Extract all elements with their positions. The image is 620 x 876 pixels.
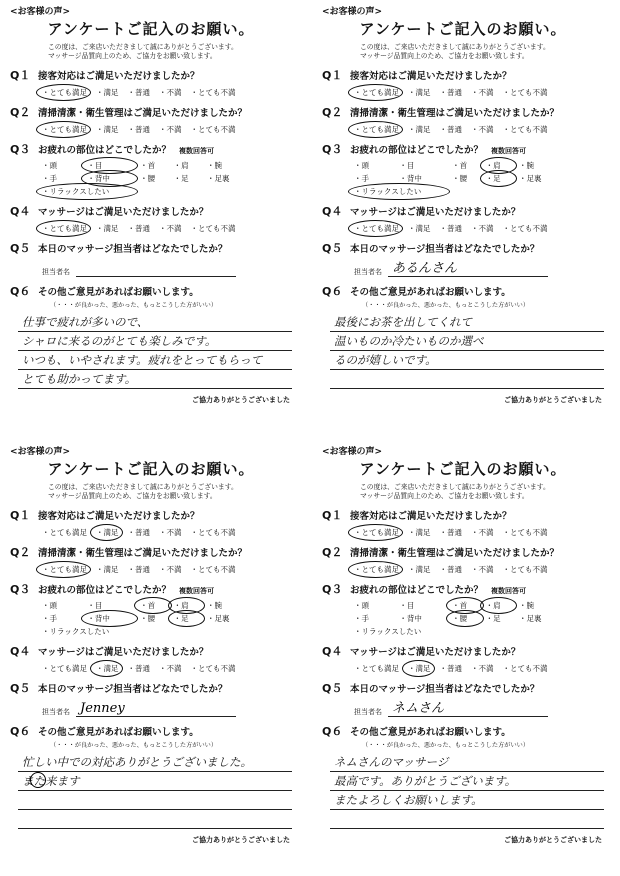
rating-option[interactable]: ・とても満足 xyxy=(354,125,399,134)
intro-line: マッサージ品質向上のため、ご協力をお願い致します。 xyxy=(360,52,529,60)
comment-line xyxy=(330,370,604,389)
question-text: 清掃清潔・衛生管理はご満足いただけましたか？ xyxy=(350,548,560,559)
question-row xyxy=(10,283,292,299)
body-part-option[interactable]: ・首 xyxy=(452,600,479,611)
body-part-option[interactable]: ・足 xyxy=(485,614,501,623)
question-row xyxy=(322,723,604,739)
comment-text: 温いものか冷たいものか選べ xyxy=(334,334,484,348)
question-text: 本日のマッサージ担当者はどなたでしたか？ xyxy=(350,684,540,695)
question-row xyxy=(322,643,604,659)
question-number: Q２ xyxy=(322,546,343,559)
intro-line: この度は、ご来店いただきまして誠にありがとうございます。 xyxy=(360,43,550,51)
question-text: その他ご意見があればお願いします。 xyxy=(350,727,511,738)
body-part-option[interactable]: ・腕 xyxy=(519,161,535,170)
survey-title: アンケートご記入のお願い。 xyxy=(47,460,255,478)
intro-line: この度は、ご来店いただきまして誠にありがとうございます。 xyxy=(48,43,238,51)
question-text: 接客対応はご満足いただけましたか？ xyxy=(38,511,200,522)
rating-options xyxy=(42,564,292,575)
comment-line xyxy=(18,332,292,351)
body-part-option[interactable]: ・手 xyxy=(354,614,369,623)
question-number: Q１ xyxy=(10,509,31,522)
question-row xyxy=(10,643,292,659)
question-6 xyxy=(322,723,604,829)
question-text: マッサージはご満足いただけましたか？ xyxy=(350,647,521,658)
staff-name-line[interactable] xyxy=(388,262,548,277)
question-text: お疲れの部位はどこでしたか？ xyxy=(350,145,484,156)
question-row xyxy=(10,581,292,597)
rating-options xyxy=(42,223,292,234)
rating-options xyxy=(354,124,604,135)
question-4 xyxy=(322,643,604,674)
rating-option[interactable]: ・普通 xyxy=(439,565,462,574)
question-text: 本日のマッサージ担当者はどなたでしたか？ xyxy=(38,684,228,695)
question-number: Q２ xyxy=(322,106,343,119)
rating-option[interactable]: ・普通 xyxy=(439,125,462,134)
staff-field xyxy=(354,262,604,277)
staff-label: 担当者名 xyxy=(354,708,382,716)
rating-option[interactable]: ・普通 xyxy=(127,528,150,537)
body-part-option[interactable]: ・背中 xyxy=(399,614,422,623)
question-number: Q６ xyxy=(322,285,343,298)
question-text: マッサージはご満足いただけましたか？ xyxy=(38,647,209,658)
question-number: Q３ xyxy=(322,143,343,156)
question-note: 複数回答可 xyxy=(179,147,215,155)
question-number: Q２ xyxy=(10,106,31,119)
question-text: 清掃清潔・衛生管理はご満足いただけましたか？ xyxy=(38,548,248,559)
question-6 xyxy=(322,283,604,389)
survey-card xyxy=(312,440,612,868)
comment-line xyxy=(18,791,292,810)
body-part-option[interactable]: ・リラックスしたい xyxy=(42,627,110,636)
question-number: Q５ xyxy=(10,682,31,695)
question-text: お疲れの部位はどこでしたか？ xyxy=(350,585,484,596)
body-part-option[interactable]: ・足 xyxy=(174,613,201,624)
question-text: マッサージはご満足いただけましたか？ xyxy=(350,207,521,218)
body-part-option[interactable]: ・背中 xyxy=(399,174,422,183)
staff-name-line[interactable] xyxy=(76,262,236,277)
question-2 xyxy=(10,104,292,135)
rating-option[interactable]: ・満足 xyxy=(408,224,431,233)
question-number: Q４ xyxy=(10,645,31,658)
question-row xyxy=(322,680,604,696)
question-number: Q１ xyxy=(10,69,31,82)
comment-line xyxy=(330,313,604,332)
rating-option[interactable]: ・満足 xyxy=(408,125,431,134)
question-number: Q２ xyxy=(10,546,31,559)
question-text: お疲れの部位はどこでしたか？ xyxy=(38,585,172,596)
thanks-text: ご協力ありがとうございました xyxy=(504,836,602,844)
rating-option[interactable]: ・とても満足 xyxy=(354,88,399,97)
question-6-sub: （・・・が良かった、悪かった、もっとこうした方がいい） xyxy=(50,742,218,749)
question-number: Q４ xyxy=(10,205,31,218)
intro-line: この度は、ご来店いただきまして誠にありがとうございます。 xyxy=(360,483,550,491)
body-part-option[interactable]: ・腰 xyxy=(140,614,156,623)
comment-text: 最後にお茶を出してくれて xyxy=(334,315,472,329)
question-3 xyxy=(10,141,292,197)
comment-line xyxy=(18,351,292,370)
rating-option[interactable]: ・満足 xyxy=(96,224,119,233)
question-number: Q３ xyxy=(10,583,31,596)
question-text: 本日のマッサージ担当者はどなたでしたか？ xyxy=(350,244,540,255)
question-row xyxy=(322,203,604,219)
body-part-option[interactable]: ・肩 xyxy=(486,600,513,611)
question-1 xyxy=(322,507,604,538)
question-number: Q６ xyxy=(10,285,31,298)
question-row xyxy=(322,67,604,83)
body-part-option[interactable]: ・足裏 xyxy=(519,174,542,183)
survey-title: アンケートご記入のお願い。 xyxy=(47,20,255,38)
question-text: マッサージはご満足いただけましたか？ xyxy=(38,207,209,218)
rating-options xyxy=(42,527,292,538)
rating-option[interactable]: ・とても不満 xyxy=(502,528,548,537)
rating-option[interactable]: ・とても満足 xyxy=(42,224,87,233)
rating-option[interactable]: ・満足 xyxy=(96,125,119,134)
rating-option[interactable]: ・不満 xyxy=(471,664,494,673)
staff-name-line[interactable] xyxy=(76,702,236,717)
rating-option[interactable]: ・普通 xyxy=(127,125,150,134)
question-number: Q６ xyxy=(10,725,31,738)
question-text: 接客対応はご満足いただけましたか？ xyxy=(38,71,200,82)
body-part-option[interactable]: ・背中 xyxy=(87,613,134,624)
body-part-option[interactable]: ・足 xyxy=(486,173,513,184)
rating-option[interactable]: ・満足 xyxy=(408,88,431,97)
question-text: その他ご意見があればお願いします。 xyxy=(38,287,199,298)
question-5 xyxy=(10,240,292,277)
question-row xyxy=(10,544,292,560)
rating-options xyxy=(354,663,604,674)
thanks-text: ご協力ありがとうございました xyxy=(192,396,290,404)
question-row xyxy=(322,581,604,597)
comment-line xyxy=(330,791,604,810)
comment-line xyxy=(330,772,604,791)
question-text: 清掃清潔・衛生管理はご満足いただけましたか？ xyxy=(38,108,248,119)
staff-label: 担当者名 xyxy=(42,708,70,716)
rating-option[interactable]: ・とても満足 xyxy=(354,528,399,537)
question-text: 清掃清潔・衛生管理はご満足いただけましたか？ xyxy=(350,108,560,119)
intro-line: マッサージ品質向上のため、ご協力をお願い致します。 xyxy=(360,492,529,500)
staff-label: 担当者名 xyxy=(42,268,70,276)
smiley-icon xyxy=(30,772,46,788)
staff-label: 担当者名 xyxy=(354,268,382,276)
intro-line: マッサージ品質向上のため、ご協力をお願い致します。 xyxy=(48,52,217,60)
rating-option[interactable]: ・とても不満 xyxy=(502,565,548,574)
comment-text: ネムさんのマッサージ xyxy=(334,755,449,769)
question-number: Q４ xyxy=(322,645,343,658)
body-part-option[interactable]: ・頭 xyxy=(354,601,369,610)
survey-card xyxy=(0,0,300,428)
survey-card xyxy=(312,0,612,428)
question-row xyxy=(10,240,292,256)
question-5 xyxy=(322,680,604,717)
rating-option[interactable]: ・満足 xyxy=(96,528,119,537)
survey-title: アンケートご記入のお願い。 xyxy=(359,20,567,38)
body-part-option[interactable]: ・腕 xyxy=(207,601,223,610)
rating-option[interactable]: ・とても不満 xyxy=(502,224,548,233)
rating-option[interactable]: ・とても満足 xyxy=(354,565,399,574)
rating-option[interactable]: ・不満 xyxy=(159,565,182,574)
body-part-option[interactable]: ・首 xyxy=(140,600,167,611)
question-4 xyxy=(10,203,292,234)
body-part-option[interactable]: ・頭 xyxy=(42,161,57,170)
rating-option[interactable]: ・普通 xyxy=(127,565,150,574)
comment-lines[interactable] xyxy=(330,313,604,389)
question-text: お疲れの部位はどこでしたか？ xyxy=(38,145,172,156)
staff-name: Jenney xyxy=(80,701,125,716)
question-6-sub: （・・・が良かった、悪かった、もっとこうした方がいい） xyxy=(50,302,218,309)
question-number: Q５ xyxy=(10,242,31,255)
body-part-option[interactable]: ・肩 xyxy=(173,161,189,170)
body-part-options xyxy=(354,160,554,197)
question-row xyxy=(322,141,604,157)
question-text: その他ご意見があればお願いします。 xyxy=(38,727,199,738)
body-part-option[interactable]: ・足裏 xyxy=(519,614,542,623)
rating-option[interactable]: ・普通 xyxy=(127,88,150,97)
body-part-option[interactable]: ・腰 xyxy=(452,174,468,183)
comment-line xyxy=(330,753,604,772)
rating-option[interactable]: ・普通 xyxy=(439,528,462,537)
comment-text: いつも、いやされます。疲れをとってもらって xyxy=(22,353,263,367)
question-3 xyxy=(10,581,292,637)
question-2 xyxy=(322,544,604,575)
rating-option[interactable]: ・とても満足 xyxy=(42,88,87,97)
question-row xyxy=(10,203,292,219)
thanks-text: ご協力ありがとうございました xyxy=(192,836,290,844)
customer-voice-tag: <お客様の声> xyxy=(10,7,71,17)
question-number: Q３ xyxy=(10,143,31,156)
customer-voice-tag: <お客様の声> xyxy=(322,447,383,457)
body-part-option[interactable]: ・手 xyxy=(354,174,369,183)
rating-option[interactable]: ・不満 xyxy=(471,88,494,97)
customer-voice-tag: <お客様の声> xyxy=(10,447,71,457)
question-3 xyxy=(322,141,604,197)
question-row xyxy=(10,104,292,120)
thanks-text: ご協力ありがとうございました xyxy=(504,396,602,404)
body-part-option[interactable]: ・頭 xyxy=(42,601,57,610)
rating-option[interactable]: ・満足 xyxy=(408,565,431,574)
rating-option[interactable]: ・不満 xyxy=(159,125,182,134)
body-part-option[interactable]: ・首 xyxy=(140,161,156,170)
rating-option[interactable]: ・とても満足 xyxy=(42,565,87,574)
comment-lines[interactable] xyxy=(18,313,292,389)
rating-option[interactable]: ・満足 xyxy=(96,88,119,97)
comment-text: るのが嬉しいです。 xyxy=(334,353,437,367)
body-part-option[interactable]: ・首 xyxy=(452,161,468,170)
staff-name-line[interactable] xyxy=(388,702,548,717)
comment-text: とても助かってます。 xyxy=(22,372,137,386)
rating-option[interactable]: ・普通 xyxy=(127,664,150,673)
staff-name: あるんさん xyxy=(392,261,458,276)
comment-text: また来ます xyxy=(22,774,80,788)
question-row xyxy=(322,507,604,523)
question-2 xyxy=(322,104,604,135)
rating-options xyxy=(354,223,604,234)
question-text: 本日のマッサージ担当者はどなたでしたか？ xyxy=(38,244,228,255)
question-number: Q１ xyxy=(322,69,343,82)
question-text: 接客対応はご満足いただけましたか？ xyxy=(350,511,512,522)
body-part-option[interactable]: ・目 xyxy=(399,601,415,610)
question-number: Q１ xyxy=(322,509,343,522)
staff-name: ネムさん xyxy=(392,701,445,716)
rating-option[interactable]: ・普通 xyxy=(439,88,462,97)
rating-options xyxy=(42,87,292,98)
body-part-option[interactable]: ・目 xyxy=(87,160,134,171)
staff-field xyxy=(354,702,604,717)
rating-options xyxy=(354,527,604,538)
question-5 xyxy=(322,240,604,277)
body-part-option[interactable]: ・手 xyxy=(42,174,57,183)
rating-option[interactable]: ・満足 xyxy=(408,528,431,537)
body-part-option[interactable]: ・肩 xyxy=(174,600,201,611)
question-row xyxy=(10,507,292,523)
rating-option[interactable]: ・とても不満 xyxy=(190,664,236,673)
rating-option[interactable]: ・とても不満 xyxy=(190,88,236,97)
rating-option[interactable]: ・普通 xyxy=(127,224,150,233)
comment-text: 忙しい中での対応ありがとうございました。 xyxy=(22,755,252,769)
comment-line xyxy=(330,351,604,370)
rating-option[interactable]: ・不満 xyxy=(159,664,182,673)
body-part-options xyxy=(42,160,242,197)
question-note: 複数回答可 xyxy=(179,587,215,595)
question-text: 接客対応はご満足いただけましたか？ xyxy=(350,71,512,82)
rating-option[interactable]: ・不満 xyxy=(471,224,494,233)
rating-option[interactable]: ・不満 xyxy=(159,528,182,537)
rating-options xyxy=(354,564,604,575)
comment-line xyxy=(18,810,292,829)
body-part-option[interactable]: ・目 xyxy=(399,161,415,170)
question-number: Q３ xyxy=(322,583,343,596)
question-number: Q６ xyxy=(322,725,343,738)
body-part-option[interactable]: ・肩 xyxy=(486,160,513,171)
rating-option[interactable]: ・不満 xyxy=(159,224,182,233)
question-1 xyxy=(322,67,604,98)
question-6-sub: （・・・が良かった、悪かった、もっとこうした方がいい） xyxy=(362,302,530,309)
body-part-option[interactable]: ・リラックスしたい xyxy=(354,186,446,197)
question-3 xyxy=(322,581,604,637)
question-number: Q５ xyxy=(322,682,343,695)
body-part-option[interactable]: ・腰 xyxy=(140,174,156,183)
body-part-option[interactable]: ・足裏 xyxy=(207,614,230,623)
question-1 xyxy=(10,507,292,538)
survey-card xyxy=(0,440,300,868)
rating-option[interactable]: ・普通 xyxy=(439,224,462,233)
body-part-options xyxy=(354,600,554,637)
rating-option[interactable]: ・とても不満 xyxy=(502,88,548,97)
body-part-option[interactable]: ・頭 xyxy=(354,161,369,170)
comment-text: またよろしくお願いします。 xyxy=(334,793,483,807)
question-row xyxy=(322,283,604,299)
question-text: その他ご意見があればお願いします。 xyxy=(350,287,511,298)
rating-option[interactable]: ・とても不満 xyxy=(190,528,236,537)
comment-text: シャロに来るのがとても楽しみです。 xyxy=(22,334,217,348)
customer-voice-tag: <お客様の声> xyxy=(322,7,383,17)
intro-line: この度は、ご来店いただきまして誠にありがとうございます。 xyxy=(48,483,238,491)
body-part-option[interactable]: ・手 xyxy=(42,614,57,623)
body-part-option[interactable]: ・腕 xyxy=(207,161,223,170)
rating-option[interactable]: ・満足 xyxy=(96,664,119,673)
rating-options xyxy=(354,87,604,98)
rating-option[interactable]: ・不満 xyxy=(159,88,182,97)
comment-line xyxy=(18,313,292,332)
question-6-sub: （・・・が良かった、悪かった、もっとこうした方がいい） xyxy=(362,742,530,749)
rating-option[interactable]: ・とても不満 xyxy=(502,664,548,673)
question-note: 複数回答可 xyxy=(491,587,527,595)
question-row xyxy=(10,141,292,157)
body-part-option[interactable]: ・足 xyxy=(173,174,189,183)
rating-option[interactable]: ・不満 xyxy=(471,125,494,134)
body-part-option[interactable]: ・リラックスしたい xyxy=(354,627,422,636)
question-row xyxy=(322,104,604,120)
question-row xyxy=(10,67,292,83)
rating-option[interactable]: ・とても満足 xyxy=(354,224,399,233)
body-part-option[interactable]: ・腰 xyxy=(452,613,479,624)
survey-title: アンケートご記入のお願い。 xyxy=(359,460,567,478)
question-4 xyxy=(322,203,604,234)
comment-line xyxy=(18,370,292,389)
question-6 xyxy=(10,283,292,389)
comment-line xyxy=(18,753,292,772)
question-6 xyxy=(10,723,292,829)
question-5 xyxy=(10,680,292,717)
rating-option[interactable]: ・とても不満 xyxy=(190,224,236,233)
rating-option[interactable]: ・とても満足 xyxy=(42,125,87,134)
body-part-option[interactable]: ・背中 xyxy=(87,173,134,184)
question-number: Q４ xyxy=(322,205,343,218)
rating-option[interactable]: ・とても不満 xyxy=(190,565,236,574)
question-note: 複数回答可 xyxy=(491,147,527,155)
comment-text: 仕事で疲れが多いので、 xyxy=(22,315,149,329)
question-row xyxy=(322,544,604,560)
rating-option[interactable]: ・満足 xyxy=(408,664,431,673)
body-part-option[interactable]: ・腕 xyxy=(519,601,535,610)
body-part-options xyxy=(42,600,242,637)
comment-line xyxy=(18,772,292,791)
rating-option[interactable]: ・普通 xyxy=(439,664,462,673)
question-2 xyxy=(10,544,292,575)
staff-field xyxy=(42,702,292,717)
question-1 xyxy=(10,67,292,98)
rating-options xyxy=(42,663,292,674)
rating-options xyxy=(42,124,292,135)
comment-lines[interactable] xyxy=(18,753,292,829)
comment-lines[interactable] xyxy=(330,753,604,829)
rating-option[interactable]: ・とても満足 xyxy=(42,528,87,537)
body-part-option[interactable]: ・足裏 xyxy=(207,174,230,183)
question-row xyxy=(322,240,604,256)
comment-line xyxy=(330,810,604,829)
rating-option[interactable]: ・とても不満 xyxy=(502,125,548,134)
question-number: Q５ xyxy=(322,242,343,255)
rating-option[interactable]: ・満足 xyxy=(96,565,119,574)
comment-text: 最高です。ありがとうございます。 xyxy=(334,774,517,788)
staff-field xyxy=(42,262,292,277)
rating-option[interactable]: ・とても満足 xyxy=(354,664,399,673)
body-part-option[interactable]: ・目 xyxy=(87,601,103,610)
rating-option[interactable]: ・不満 xyxy=(471,565,494,574)
body-part-option[interactable]: ・リラックスしたい xyxy=(42,186,134,197)
question-row xyxy=(10,680,292,696)
comment-line xyxy=(330,332,604,351)
rating-option[interactable]: ・不満 xyxy=(471,528,494,537)
intro-line: マッサージ品質向上のため、ご協力をお願い致します。 xyxy=(48,492,217,500)
rating-option[interactable]: ・とても満足 xyxy=(42,664,87,673)
rating-option[interactable]: ・とても不満 xyxy=(190,125,236,134)
question-row xyxy=(10,723,292,739)
question-4 xyxy=(10,643,292,674)
